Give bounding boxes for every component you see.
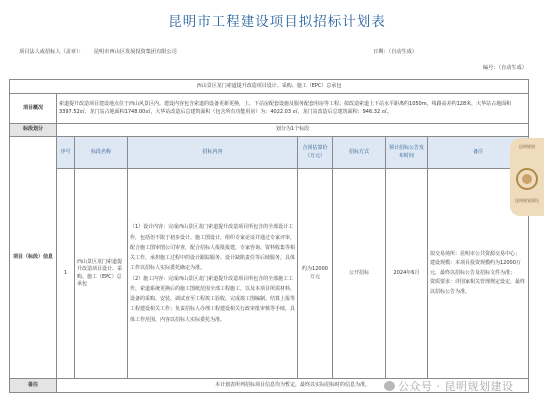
badge-logo-icon	[516, 168, 538, 190]
serial-value: （自动生成）	[498, 65, 527, 71]
row-amount: 约为12000万元	[298, 169, 333, 379]
date-label: 日期：	[373, 49, 389, 55]
segment-label: 标段划分	[10, 124, 57, 137]
project-name-cell: 西山景区龙门索道提升改造项目设计、采购、施工（EPC）总承包	[10, 80, 529, 94]
row-content	[128, 169, 298, 379]
badge-top-text: 昆明规划	[519, 144, 535, 149]
brand-badge	[510, 138, 544, 216]
row-publish: 2024年6月	[386, 169, 428, 379]
watermark-text: 公众号 · 昆明规划建设	[398, 380, 514, 393]
header-publish: 预计招标公告发布时间	[386, 137, 428, 169]
table-row	[10, 169, 529, 379]
date-value: （自动生成）	[388, 49, 418, 55]
header-amount: 合同估算价（万元）	[298, 137, 333, 169]
segment-value: 划分为1个标段	[57, 124, 529, 137]
row-name: 西山景区龙门索道提升改造项目设计、采购、施工（EPC）总承包	[75, 169, 128, 379]
plan-table	[9, 79, 529, 393]
overview-text: 索道提升改造项目建设地点位于西山风景区内。建设内容包含索道的设备更新更换，上、下站房配套设施及服务配套用房等工程；拟改造索道上下站水平距离约1050m，线路高差约128米，大华站占地面积 3397.52㎡，龙门站占地面积1748.00㎡，大华站改造后总建筑面积（包含所有功能用房）为：4022.03 ㎡，龙门站改造后总建筑面积：946.32 ㎡。	[57, 94, 529, 124]
row-method: 公开招标	[333, 169, 386, 379]
remark-qualification: 资质要求：详国家相关管理规定设定，最终以招标公告为准。	[430, 279, 526, 295]
header-remark: 备注	[428, 137, 529, 169]
header-method: 招标方式	[333, 137, 386, 169]
remarks-value: 本计划表所列招标项目信息均为暂定，最终以实际招标时的信息为准。	[57, 379, 529, 393]
header-seq: 序号	[57, 137, 75, 169]
row-seq: 1	[57, 169, 75, 379]
content-construction: （2）施工内容：完成西山景区龙门索道提升改造项目所包含的全部施工工作，索道系统更换后的施工图纸范围全部工程施工，以及本项目所需材料、设备的采购、安装、调试直至工程竣工验收、完成竣工图编制、结算上报等工程建设相关工作；负责招标人办理工程建设相关行政审批审核等手续，具体工作范围、内容以招标人实际委托为准。	[130, 275, 296, 323]
wechat-icon	[384, 381, 395, 391]
header-name: 标段名称	[75, 137, 128, 169]
owner-value: 昆明市西山区发展投资集团有限公司	[93, 49, 177, 55]
watermark	[384, 378, 514, 394]
date-line	[373, 48, 417, 55]
remarks-label: 备注	[10, 379, 57, 393]
badge-bottom-text: 昆明规划建设	[515, 198, 539, 203]
bid-info-label: 项目（标段）信息	[10, 137, 57, 379]
content-design: （1）设计内容：完成西山景区龙门索道提升改造项目所包含的全部设计工作，包括但不限于初步设计、施工图设计，组织专家论证并通过专家评审，配合施工图审图公司审查，配合招标人报批报建，专家咨询、资料收集等相关工作，承担施工过程中的设计跟踪服务、设计缺陷责任等后续服务，具体工作以招标人实际委托确定为准。	[130, 224, 296, 272]
serial-label: 编号：	[482, 65, 499, 71]
remark-venue: 拟交易场所：昆明市公共资源交易中心；	[430, 250, 521, 257]
page-title: 昆明市工程建设项目拟招标计划表	[168, 14, 386, 30]
overview-label: 项目概况	[10, 94, 57, 124]
header-content: 招标内容	[128, 137, 298, 169]
remark-scale: 建设规模：本项目投资规模约为12000万元，最终以招标公告及招标文件为准；	[430, 260, 521, 276]
owner-line	[19, 48, 177, 55]
serial-line	[483, 64, 527, 71]
owner-label: 项目法人或招标人（盖章）：	[19, 49, 84, 55]
